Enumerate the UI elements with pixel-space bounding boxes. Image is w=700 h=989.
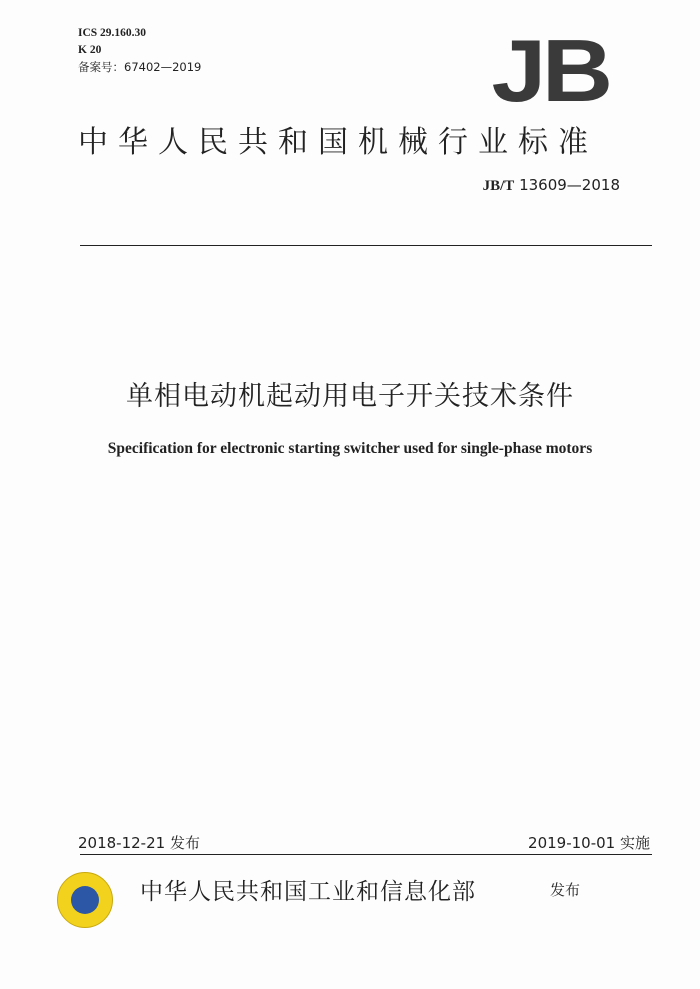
standard-name: 中华人民共和国机械行业标准 — [78, 125, 598, 160]
document-title-cn: 单相电动机起动用电子开关技术条件 — [126, 381, 574, 412]
document-title-en: Specification for electronic starting switcher used for single-phase motors — [107, 440, 593, 457]
jb-logo: JB — [491, 21, 609, 120]
top-divider — [80, 245, 652, 246]
record-number: 备案号：67402—2019 — [78, 60, 202, 74]
issue-date: 2018-12-21 发布 — [78, 834, 200, 852]
standard-number-value: 13609—2018 — [519, 176, 620, 194]
implementation-date: 2019-10-01 实施 — [528, 834, 650, 852]
classification-block — [78, 25, 201, 76]
bottom-divider — [80, 854, 652, 855]
standard-number — [483, 176, 620, 195]
issuer-name: 中华人民共和国工业和信息化部 — [140, 879, 476, 905]
ics-code: ICS 29.160.30 — [78, 27, 147, 39]
standard-number-prefix: JB/T — [482, 178, 515, 194]
issuer-suffix: 发布 — [550, 881, 581, 899]
ministry-seal-icon — [57, 872, 113, 928]
seal-center — [71, 886, 99, 914]
k-code: K 20 — [78, 44, 102, 56]
